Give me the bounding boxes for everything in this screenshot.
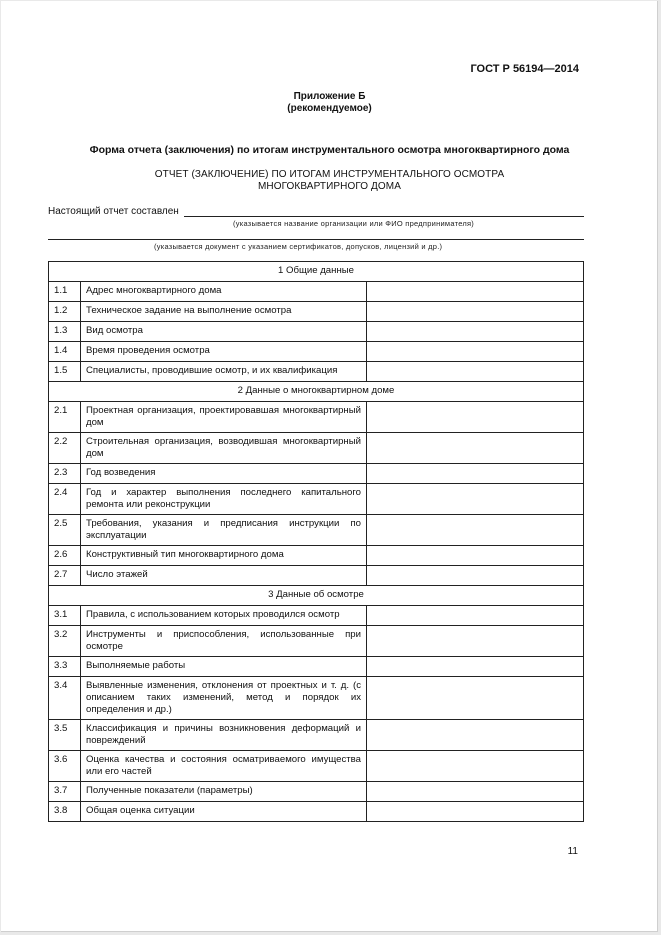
item-number: 3.5	[49, 720, 81, 751]
item-description: Выполняемые работы	[81, 657, 367, 677]
table-row	[49, 626, 584, 657]
item-value-cell[interactable]	[367, 342, 584, 362]
item-number: 2.2	[49, 433, 81, 464]
document-page	[1, 1, 658, 932]
table-row	[49, 782, 584, 802]
item-description: Проектная организация, проектировавшая многоквартирный дом	[81, 402, 367, 433]
item-number: 2.5	[49, 515, 81, 546]
item-number: 2.1	[49, 402, 81, 433]
section-header-row	[49, 382, 584, 402]
report-title-line-2: МНОГОКВАРТИРНОГО ДОМА	[257, 181, 402, 192]
item-number: 3.1	[49, 606, 81, 626]
item-number: 1.1	[49, 282, 81, 302]
item-number: 3.6	[49, 751, 81, 782]
table-row	[49, 322, 584, 342]
item-value-cell[interactable]	[367, 751, 584, 782]
item-value-cell[interactable]	[367, 657, 584, 677]
table-row	[49, 751, 584, 782]
table-row	[49, 342, 584, 362]
item-description: Оценка качества и состояния осматриваемого имущества или его частей	[81, 751, 367, 782]
item-value-cell[interactable]	[367, 362, 584, 382]
item-description: Год и характер выполнения последнего капитального ремонта или реконструкции	[81, 484, 367, 515]
table-row	[49, 484, 584, 515]
page-number: 11	[567, 846, 578, 857]
item-number: 3.4	[49, 677, 81, 720]
compiled-by-hint: (указывается название организации или ФИО предпринимателя)	[233, 219, 475, 228]
appendix-heading	[1, 91, 658, 115]
item-value-cell[interactable]	[367, 720, 584, 751]
item-number: 3.2	[49, 626, 81, 657]
item-value-cell[interactable]	[367, 302, 584, 322]
report-form-table	[48, 261, 584, 822]
item-description: Классификация и причины возникновения деформаций и повреждений	[81, 720, 367, 751]
item-description: Вид осмотра	[81, 322, 367, 342]
table-row	[49, 606, 584, 626]
item-number: 2.7	[49, 566, 81, 586]
item-description: Требования, указания и предписания инструкции по эксплуатации	[81, 515, 367, 546]
table-row	[49, 720, 584, 751]
item-number: 2.6	[49, 546, 81, 566]
item-description: Инструменты и приспособления, использованные при осмотре	[81, 626, 367, 657]
item-description: Строительная организация, возводившая многоквартирный дом	[81, 433, 367, 464]
section-header-row	[49, 586, 584, 606]
table-row	[49, 546, 584, 566]
item-value-cell[interactable]	[367, 433, 584, 464]
item-description: Адрес многоквартирного дома	[81, 282, 367, 302]
item-value-cell[interactable]	[367, 546, 584, 566]
item-value-cell[interactable]	[367, 464, 584, 484]
item-number: 1.3	[49, 322, 81, 342]
table-row	[49, 464, 584, 484]
item-value-cell[interactable]	[367, 626, 584, 657]
item-value-cell[interactable]	[367, 282, 584, 302]
item-number: 2.3	[49, 464, 81, 484]
table-row	[49, 433, 584, 464]
item-description: Время проведения осмотра	[81, 342, 367, 362]
compiled-by-line	[184, 216, 584, 217]
item-number: 3.3	[49, 657, 81, 677]
table-row	[49, 402, 584, 433]
item-number: 2.4	[49, 484, 81, 515]
item-number: 1.4	[49, 342, 81, 362]
document-hint: (указывается документ с указанием сертификатов, допусков, лицензий и др.)	[154, 242, 443, 251]
item-description: Полученные показатели (параметры)	[81, 782, 367, 802]
section-title: 1 Общие данные	[49, 262, 584, 282]
item-description: Год возведения	[81, 464, 367, 484]
item-value-cell[interactable]	[367, 484, 584, 515]
item-description: Выявленные изменения, отклонения от проектных и т. д. (с описанием таких изменений, метод и порядок их определения и др.)	[81, 677, 367, 720]
item-value-cell[interactable]	[367, 802, 584, 822]
item-description: Общая оценка ситуации	[81, 802, 367, 822]
table-row	[49, 302, 584, 322]
standard-number: ГОСТ Р 56194—2014	[470, 63, 579, 75]
compiled-by-label: Настоящий отчет составлен	[48, 206, 179, 217]
section-title: 2 Данные о многоквартирном доме	[49, 382, 584, 402]
table-row	[49, 802, 584, 822]
report-title-line-1: ОТЧЕТ (ЗАКЛЮЧЕНИЕ) ПО ИТОГАМ ИНСТРУМЕНТАЛЬНОГО ОСМОТРА	[154, 169, 505, 180]
item-description: Техническое задание на выполнение осмотра	[81, 302, 367, 322]
table-row	[49, 515, 584, 546]
table-row	[49, 282, 584, 302]
section-title: 3 Данные об осмотре	[49, 586, 584, 606]
document-line	[48, 239, 584, 240]
report-title	[1, 169, 658, 193]
table-row	[49, 657, 584, 677]
item-value-cell[interactable]	[367, 515, 584, 546]
item-value-cell[interactable]	[367, 402, 584, 433]
table-row	[49, 362, 584, 382]
item-value-cell[interactable]	[367, 322, 584, 342]
table-row	[49, 677, 584, 720]
appendix-title: Приложение Б	[293, 91, 366, 102]
item-number: 3.7	[49, 782, 81, 802]
appendix-status: (рекомендуемое)	[287, 103, 372, 114]
item-value-cell[interactable]	[367, 677, 584, 720]
item-value-cell[interactable]	[367, 566, 584, 586]
item-description: Число этажей	[81, 566, 367, 586]
item-description: Конструктивный тип многоквартирного дома	[81, 546, 367, 566]
section-header-row	[49, 262, 584, 282]
item-value-cell[interactable]	[367, 606, 584, 626]
item-description: Правила, с использованием которых проводился осмотр	[81, 606, 367, 626]
form-title: Форма отчета (заключения) по итогам инструментального осмотра многоквартирного дома	[89, 144, 570, 156]
item-number: 1.5	[49, 362, 81, 382]
item-description: Специалисты, проводившие осмотр, и их квалификация	[81, 362, 367, 382]
table-row	[49, 566, 584, 586]
item-number: 1.2	[49, 302, 81, 322]
item-number: 3.8	[49, 802, 81, 822]
item-value-cell[interactable]	[367, 782, 584, 802]
